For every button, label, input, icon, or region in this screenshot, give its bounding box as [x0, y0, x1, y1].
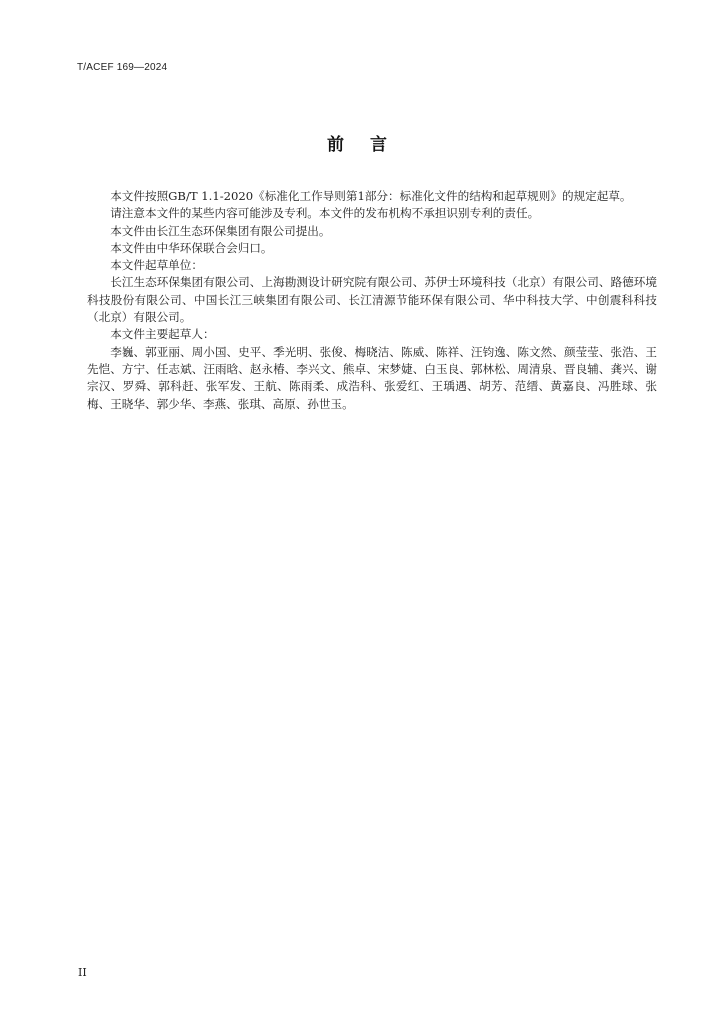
paragraph-centralized-by: 本文件由中华环保联合会归口。	[110, 240, 273, 255]
section-title-foreword: 前 言	[327, 135, 397, 155]
paragraph-drafting-units-label: 本文件起草单位：	[110, 258, 203, 273]
paragraph-patent-notice: 请注意本文件的某些内容可能涉及专利。本文件的发布机构不承担识别专利的责任。	[110, 206, 540, 221]
foreword-body	[87, 188, 657, 413]
document-code-header: T/ACEF 169—2024	[77, 62, 168, 73]
paragraph-proposer: 本文件由长江生态环保集团有限公司提出。	[110, 223, 331, 238]
page-number: II	[78, 966, 87, 979]
paragraph-main-drafters-label: 本文件主要起草人：	[110, 327, 215, 342]
paragraph-drafting-rules: 本文件按照GB/T 1.1-2020《标准化工作导则第1部分：标准化文件的结构和起草规则》的规定起草。	[110, 189, 632, 203]
paragraph-drafting-units-list: 长江生态环保集团有限公司、上海勘测设计研究院有限公司、苏伊士环境科技（北京）有限公司、路德环境科技股份有限公司、中国长江三峡集团有限公司、长江清源节能环保有限公司、华中科技大学、中创震科科技（北京）有限公司。	[87, 275, 657, 325]
paragraph-main-drafters-list: 李巍、郭亚丽、周小国、史平、季光明、张俊、梅晓洁、陈威、陈祥、汪钧逸、陈文然、颜莹莹、张浩、王先恺、方宁、任志斌、汪雨晗、赵永椿、李兴文、熊卓、宋梦婕、白玉良、郭林松、周清泉、晋良辅、龚兴、谢宗汉、罗舜、郭科赶、张军发、王航、陈雨柔、成浩科、张爱红、王瑀遇、胡芳、范缙、黄嘉良、冯胜球、张梅、王晓华、郭少华、李燕、张琪、高原、孙世玉。	[87, 344, 657, 411]
